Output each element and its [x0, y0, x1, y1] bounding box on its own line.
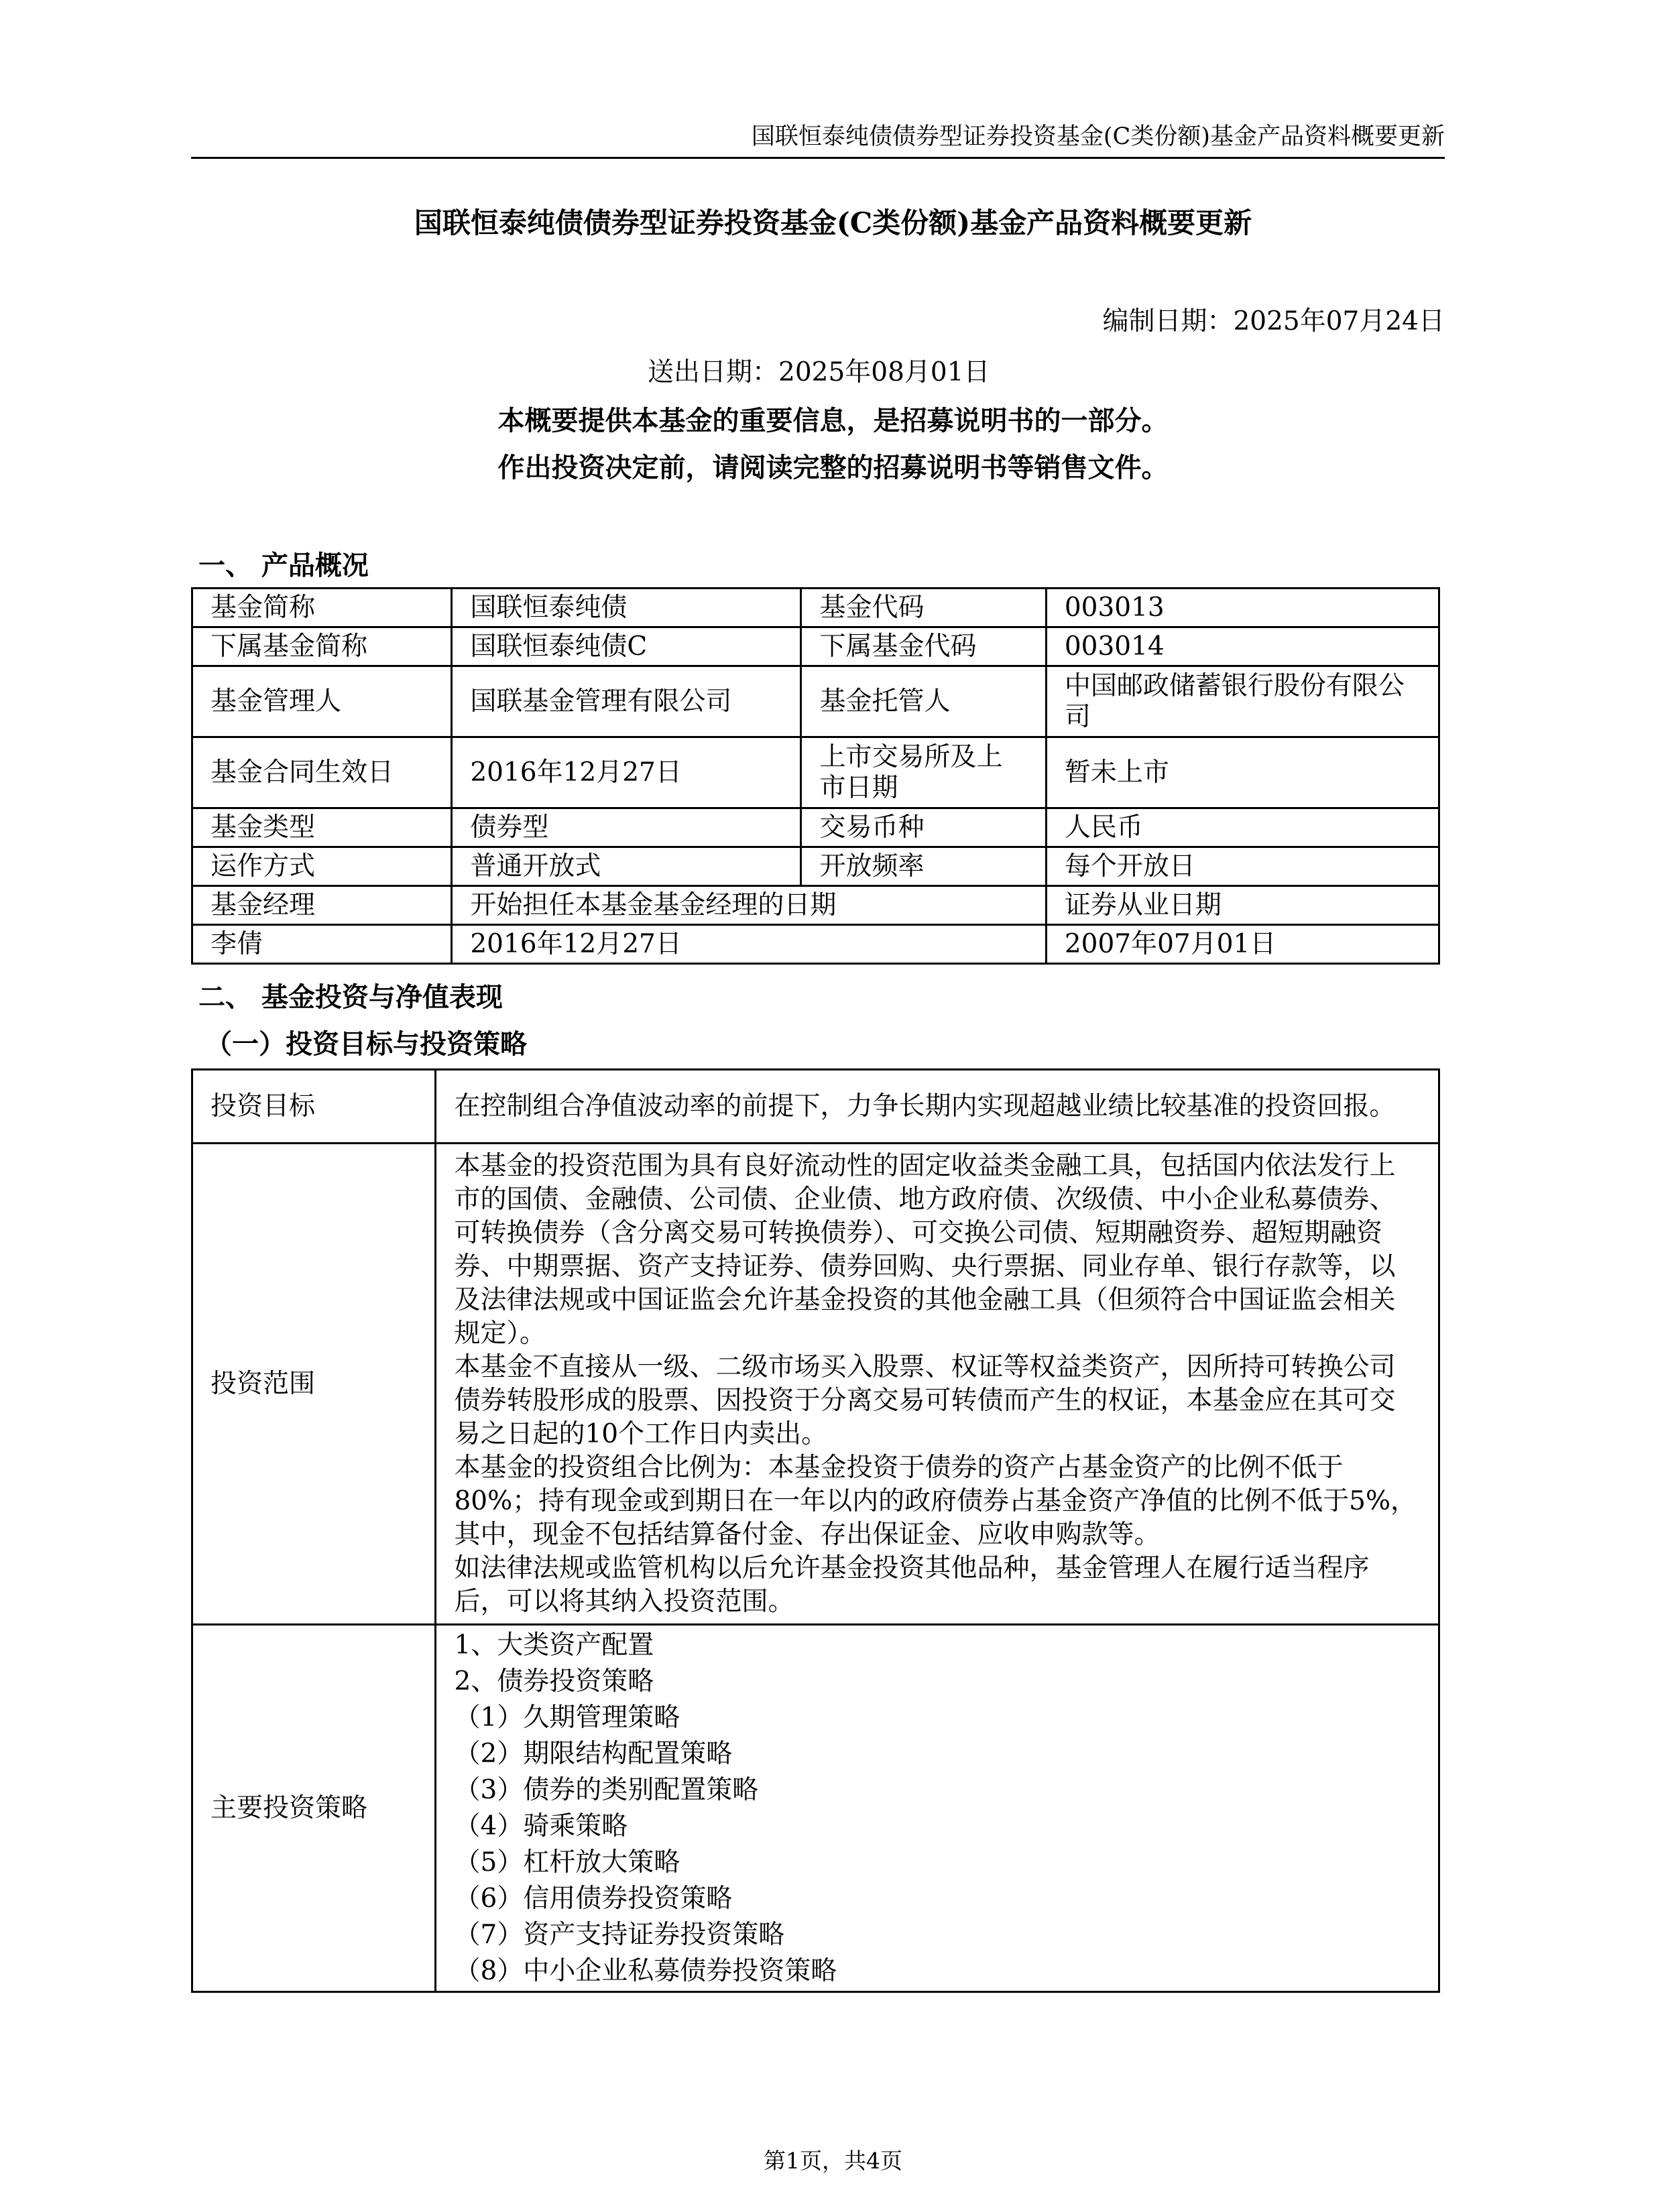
table-cell: 每个开放日 [1046, 847, 1439, 886]
table-row [192, 847, 1439, 886]
running-header: 国联恒泰纯债债券型证券投资基金(C类份额)基金产品资料概要更新 [751, 123, 1445, 150]
table-cell: 基金合同生效日 [192, 737, 452, 808]
table-row [192, 1144, 1439, 1625]
table-cell: 国联恒泰纯债 [452, 589, 801, 627]
list-item: （8）中小企业私募债券投资策略 [454, 1955, 837, 1986]
list-item: 2、债券投资策略 [454, 1666, 654, 1697]
table-cell: 运作方式 [192, 847, 452, 886]
objective-label: 投资目标 [192, 1070, 436, 1144]
scope-paragraph: 本基金的投资组合比例为：本基金投资于债券的资产占基金资产的比例不低于80%；持有现金或到期日在一年以内的政府债券占基金资产净值的比例不低于5%，其中，现金不包括结算备付金、存出保证金、应收申购款等。 [454, 1452, 1417, 1550]
table-row [192, 1625, 1439, 1992]
table-row [192, 627, 1439, 666]
table-cell: 基金类型 [192, 808, 452, 847]
scope-paragraph: 本基金的投资范围为具有良好流动性的固定收益类金融工具，包括国内依法发行上市的国债、金融债、公司债、企业债、地方政府债、次级债、中小企业私募债券、可转换债券（含分离交易可转换债券）、可交换公司债、短期融资券、超短期融资券、中期票据、资产支持证券、债券回购、央行票据、同业存单、银行存款等，以及法律法规或中国证监会允许基金投资的其他金融工具（但须符合中国证监会相关规定）。 [454, 1150, 1396, 1349]
section2-heading: 二、 基金投资与净值表现 [198, 981, 503, 1013]
table-cell: 开放频率 [801, 847, 1046, 886]
table-cell: 基金管理人 [192, 666, 452, 737]
table-cell: 普通开放式 [452, 847, 801, 886]
table-cell: 2016年12月27日 [452, 925, 1047, 964]
table-row [192, 737, 1439, 808]
scope-paragraph: 本基金不直接从一级、二级市场买入股票、权证等权益类资产，因所持可转换公司债券转股形成的股票、因投资于分离交易可转债而产生的权证，本基金应在其可交易之日起的10个工作日内卖出。 [454, 1351, 1396, 1449]
notice-line-2: 作出投资决定前，请阅读完整的招募说明书等销售文件。 [497, 452, 1169, 483]
page-number: 第1页，共4页 [764, 2148, 902, 2174]
sent-date: 送出日期：2025年08月01日 [648, 357, 990, 387]
investment-strategy-table [191, 1068, 1440, 1993]
list-item: （3）债券的类别配置策略 [454, 1774, 759, 1805]
table-cell: 国联恒泰纯债C [452, 627, 801, 666]
table-row [192, 1070, 1439, 1144]
scope-text [436, 1144, 1439, 1625]
compiled-date: 编制日期：2025年07月24日 [1102, 306, 1445, 336]
table-cell: 证券从业日期 [1046, 886, 1439, 925]
table-cell: 债券型 [452, 808, 801, 847]
table-cell: 下属基金代码 [801, 627, 1046, 666]
list-item: 1、大类资产配置 [454, 1630, 654, 1660]
table-cell: 基金简称 [192, 589, 452, 627]
table-cell: 003014 [1046, 627, 1439, 666]
product-overview-table [191, 587, 1440, 965]
table-cell: 基金托管人 [801, 666, 1046, 737]
table-row [192, 808, 1439, 847]
table-cell: 003013 [1046, 589, 1439, 627]
table-row [192, 886, 1439, 925]
table-cell: 人民币 [1046, 808, 1439, 847]
table-cell: 基金代码 [801, 589, 1046, 627]
section2-subheading: （一）投资目标与投资策略 [205, 1028, 527, 1060]
table-cell: 下属基金简称 [192, 627, 452, 666]
table-cell: 李倩 [192, 925, 452, 964]
objective-text: 在控制组合净值波动率的前提下，力争长期内实现超越业绩比较基准的投资回报。 [436, 1070, 1439, 1144]
strategy-label: 主要投资策略 [192, 1625, 436, 1992]
list-item: （6）信用债券投资策略 [454, 1883, 733, 1914]
table-cell: 开始担任本基金基金经理的日期 [452, 886, 1047, 925]
table-cell: 国联基金管理有限公司 [452, 666, 801, 737]
table-cell: 2016年12月27日 [452, 737, 801, 808]
notice-line-1: 本概要提供本基金的重要信息，是招募说明书的一部分。 [497, 405, 1169, 436]
document-title: 国联恒泰纯债债券型证券投资基金(C类份额)基金产品资料概要更新 [414, 206, 1252, 239]
scope-paragraph: 如法律法规或监管机构以后允许基金投资其他品种，基金管理人在履行适当程序后，可以将其纳入投资范围。 [454, 1552, 1370, 1617]
table-row [192, 666, 1439, 737]
section1-heading: 一、 产品概况 [198, 550, 369, 581]
table-row [192, 589, 1439, 627]
scope-label: 投资范围 [192, 1144, 436, 1625]
table-cell: 基金经理 [192, 886, 452, 925]
table-cell: 交易币种 [801, 808, 1046, 847]
list-item: （7）资产支持证券投资策略 [454, 1919, 785, 1950]
table-cell: 上市交易所及上市日期 [801, 737, 1046, 808]
table-cell: 中国邮政储蓄银行股份有限公司 [1046, 666, 1439, 737]
list-item: （2）期限结构配置策略 [454, 1738, 733, 1769]
table-cell: 2007年07月01日 [1046, 925, 1439, 964]
list-item: （1）久期管理策略 [454, 1702, 680, 1733]
header-rule [191, 157, 1445, 159]
table-row [192, 925, 1439, 964]
table-cell: 暂未上市 [1046, 737, 1439, 808]
list-item: （5）杠杆放大策略 [454, 1847, 680, 1878]
strategy-list [436, 1625, 1439, 1992]
list-item: （4）骑乘策略 [454, 1810, 628, 1841]
